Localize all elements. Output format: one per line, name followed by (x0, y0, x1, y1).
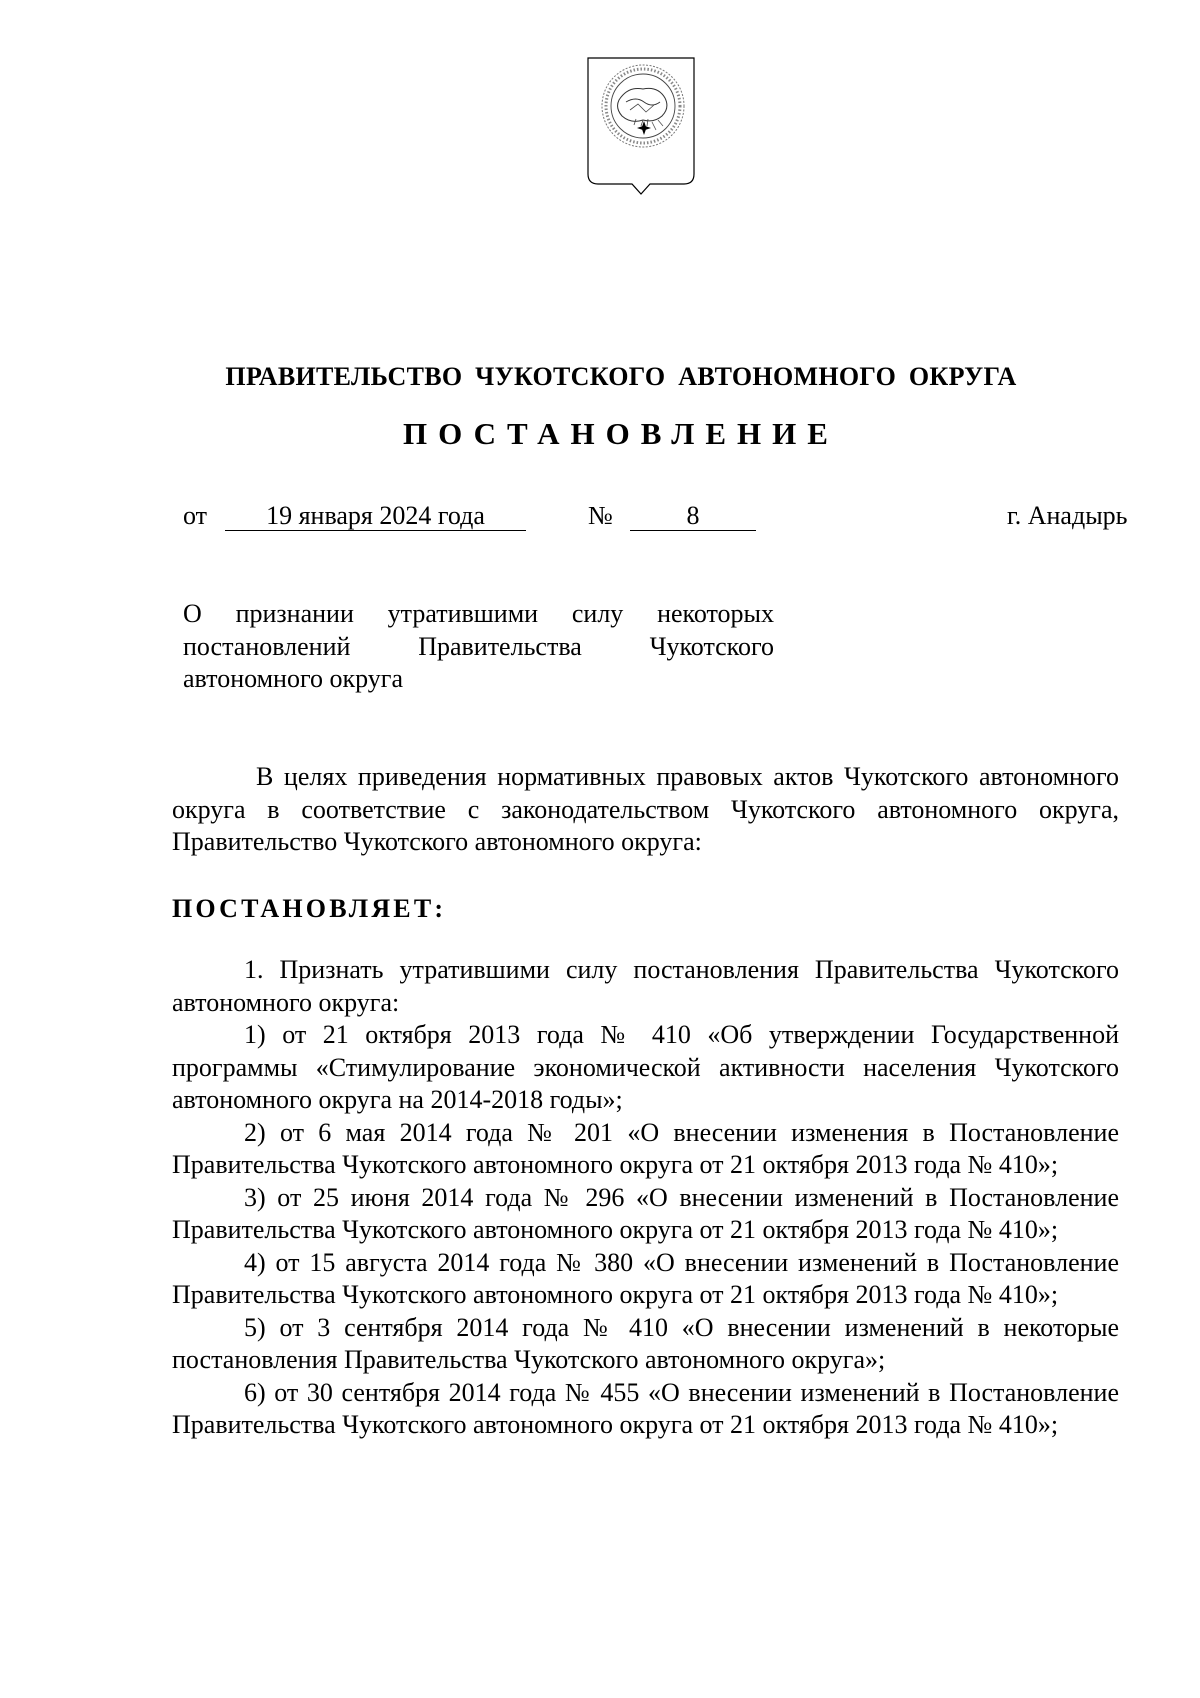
preamble (172, 761, 1119, 859)
decree-item: 2) от 6 мая 2014 года № 201 «О внесении изменения в Постановление Правительства Чукотского автономного округа от 21 октября 2013 года № 410»; (172, 1117, 1119, 1179)
coat-of-arms-icon (586, 56, 696, 208)
preamble-paragraph: В целях приведения нормативных правовых актов Чукотского автономного округа в соответствие с законодательством Чукотского автономного округа, Правительство Чукотского автономного округа: (172, 762, 1119, 856)
decree-word: ПОСТАНОВЛЯЕТ: (172, 894, 447, 923)
number-label: № (588, 501, 613, 530)
decree-item: 3) от 25 июня 2014 года № 296 «О внесении изменений в Постановление Правительства Чукотского автономного округа от 21 октября 2013 года № 410»; (172, 1182, 1119, 1244)
decree-item: 4) от 15 августа 2014 года № 380 «О внесении изменений в Постановление Правительства Чукотского автономного округа от 21 октября 2013 года № 410»; (172, 1247, 1119, 1309)
document-date: 19 января 2024 года (225, 501, 526, 531)
decree-item: 6) от 30 сентября 2014 года № 455 «О внесении изменений в Постановление Правительства Чукотского автономного округа от 21 октября 2013 года № 410»; (172, 1377, 1119, 1439)
document-subject: О признании утратившими силу некоторых постановлений Правительства Чукотского автономного округа (183, 599, 774, 693)
decree-items (172, 954, 1119, 1442)
date-label: от (183, 501, 208, 530)
decree-item: 5) от 3 сентября 2014 года № 410 «О внесении изменений в некоторые постановления Правительства Чукотского автономного округа»; (172, 1312, 1119, 1374)
document-type: ПОСТАНОВЛЕНИЕ (403, 416, 839, 451)
document-city: г. Анадырь (1007, 501, 1128, 530)
government-name: ПРАВИТЕЛЬСТВО ЧУКОТСКОГО АВТОНОМНОГО ОКРУГА (225, 362, 1017, 391)
document-meta (0, 501, 1200, 537)
decree-item: 1. Признать утратившими силу постановления Правительства Чукотского автономного округа: (172, 955, 1119, 1017)
document-number: 8 (630, 501, 756, 531)
decree-item: 1) от 21 октября 2013 года № 410 «Об утверждении Государственной программы «Стимулирование экономической активности населения Чукотского автономного округа на 2014-2018 годы»; (172, 1020, 1119, 1114)
